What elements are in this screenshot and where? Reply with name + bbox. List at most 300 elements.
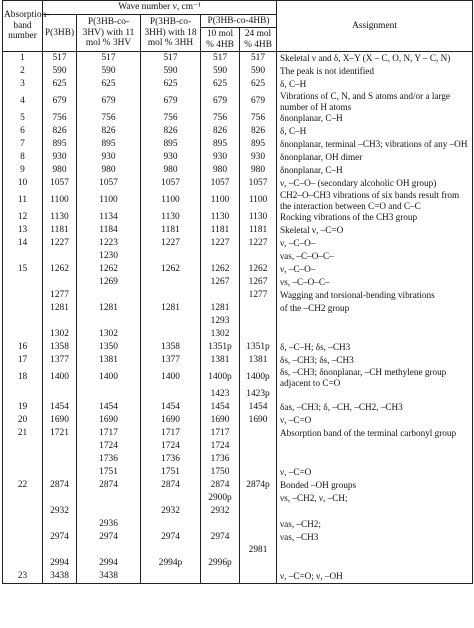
p3hb-3hh-value: 1736 xyxy=(141,453,201,466)
p3hb-value: 1277 xyxy=(43,289,77,302)
p3hb-4hb-10-value xyxy=(201,289,240,302)
p3hb-value: 3438 xyxy=(43,570,77,584)
p3hb-4hb-10-value: 1750 xyxy=(201,466,240,479)
assignment-cell: δs, –CH3; δs, –CH3 xyxy=(277,354,473,367)
p3hb-value: 1057 xyxy=(43,177,77,190)
band-number-cell: 12 xyxy=(3,211,43,224)
assignment-cell: δnonplanar, C–H xyxy=(277,112,473,125)
table-row xyxy=(3,479,473,492)
p3hb-4hb-10-value: 1057 xyxy=(201,177,240,190)
p3hb-4hb-10-value: 1227 xyxy=(201,237,240,250)
p3hb-3hv-value: 2974 xyxy=(77,531,141,544)
band-number-cell: 4 xyxy=(3,91,43,112)
assignment-cell: νs, –CH2, ν, –CH; xyxy=(277,492,473,505)
assignment-cell xyxy=(277,505,473,518)
p3hb-3hv-value: 3438 xyxy=(77,570,141,584)
p3hb-3hv-value: 1184 xyxy=(77,224,141,237)
p3hb-3hh-value: 756 xyxy=(141,112,201,125)
assignment-header: Assignment xyxy=(277,1,473,52)
p3hb-4hb-10-value: 625 xyxy=(201,78,240,91)
table-row xyxy=(3,414,473,427)
p3hb-value: 930 xyxy=(43,151,77,164)
p3hb-3hv-value xyxy=(77,315,141,328)
p3hb-4hb-24-value: 1267 xyxy=(240,276,277,289)
table-row xyxy=(3,401,473,414)
p3hb-value: 590 xyxy=(43,65,77,78)
p3hb-value: 980 xyxy=(43,164,77,177)
p3hb-4hb-10-value: 1130 xyxy=(201,211,240,224)
p3hb-3hv-value: 2874 xyxy=(77,479,141,492)
p3hb-3hh-value: 1057 xyxy=(141,177,201,190)
p3hb-4hb-10-value: 1262 xyxy=(201,263,240,276)
p3hb-4hb-10-value: 2874 xyxy=(201,479,240,492)
p3hb-value: 1281 xyxy=(43,302,77,315)
band-number-cell: 15 xyxy=(3,263,43,276)
p3hb-value: 679 xyxy=(43,91,77,112)
p3hb-3hh-value: 895 xyxy=(141,138,201,151)
band-number-cell: 8 xyxy=(3,151,43,164)
p3hb-value: 1721 xyxy=(43,427,77,440)
assignment-cell: δas, –CH3; δ, –CH, –CH2, –CH3 xyxy=(277,401,473,414)
band-number-cell xyxy=(3,250,43,263)
assignment-cell: δ, –C–H; δs, –CH3 xyxy=(277,341,473,354)
table-row xyxy=(3,164,473,177)
assignment-cell: of the –CH2 group xyxy=(277,302,473,315)
assignment-cell: νas, –C–O–C– xyxy=(277,250,473,263)
p3hb-4hb-24-value xyxy=(240,315,277,328)
assignment-cell: δ, C–H xyxy=(277,125,473,138)
table-row xyxy=(3,302,473,315)
assignment-cell: Bonded –OH groups xyxy=(277,479,473,492)
p3hb-4hb-24-value: 1057 xyxy=(240,177,277,190)
p3hb-3hh-value: 2932 xyxy=(141,505,201,518)
table-row xyxy=(3,276,473,289)
p3hb-value: 1302 xyxy=(43,328,77,341)
p3hb-value: 1100 xyxy=(43,190,77,211)
p3hb-3hv-value: 679 xyxy=(77,91,141,112)
p3hb-value: 1181 xyxy=(43,224,77,237)
p3hb-4hb-10-value: 1302 xyxy=(201,328,240,341)
p3hb-4hb-24-value: 1690 xyxy=(240,414,277,427)
p3hb-3hh-value: 2874 xyxy=(141,479,201,492)
p3hb-3hh-value xyxy=(141,250,201,263)
p3hb-3hh-value xyxy=(141,544,201,557)
p3hb-value: 2994 xyxy=(43,557,77,570)
p3hb-3hh-value: 1100 xyxy=(141,190,201,211)
p3hb-4hb-24-value: 517 xyxy=(240,52,277,66)
p3hb-4hb-10-value xyxy=(201,250,240,263)
band-number-cell: 23 xyxy=(3,570,43,584)
p3hb-4hb-10-value: 826 xyxy=(201,125,240,138)
assignment-cell xyxy=(277,453,473,466)
p3hb-4hb-24-value: 980 xyxy=(240,164,277,177)
p3hb-3hh-value: 1262 xyxy=(141,263,201,276)
band-number-cell xyxy=(3,492,43,505)
assignment-cell: Wagging and torsional-bending vibrations xyxy=(277,289,473,302)
p3hb-4hb-10-value: 1690 xyxy=(201,414,240,427)
band-number-cell xyxy=(3,531,43,544)
p3hb-4hb-24-value: 756 xyxy=(240,112,277,125)
p3hb-4hb-10-value: 1423 xyxy=(201,388,240,401)
band-number-cell xyxy=(3,302,43,315)
p3hb-4hb-24-value: 1381 xyxy=(240,354,277,367)
p3hb-3hv-value: 1690 xyxy=(77,414,141,427)
p3hb-3hh-value: 826 xyxy=(141,125,201,138)
band-number-cell: 19 xyxy=(3,401,43,414)
p3hb-3hv-value xyxy=(77,388,141,401)
table-row xyxy=(3,211,473,224)
p3hb-4hb-10-value: 1736 xyxy=(201,453,240,466)
table-row xyxy=(3,177,473,190)
p3hb-3hv-value xyxy=(77,289,141,302)
table-row xyxy=(3,112,473,125)
assignment-cell: Vibrations of C, N, and S atoms and/or a large number of H atoms xyxy=(277,91,473,112)
table-body xyxy=(3,52,473,584)
band-number-cell: 13 xyxy=(3,224,43,237)
p3hb-3hh-value xyxy=(141,388,201,401)
p3hb-3hh-value xyxy=(141,518,201,531)
p3hb-3hh-value xyxy=(141,328,201,341)
p3hb-3hh-value: 517 xyxy=(141,52,201,66)
p3hb-3hv-header: P(3HB-co-3HV) with 11 mol % 3HV xyxy=(77,14,141,52)
assignment-cell xyxy=(277,328,473,341)
p3hb-4hb-24-value xyxy=(240,453,277,466)
assignment-cell: Rocking vibrations of the CH3 group xyxy=(277,211,473,224)
p3hb-3hv-value: 1134 xyxy=(77,211,141,224)
p3hb-value: 1130 xyxy=(43,211,77,224)
band-number-cell: 16 xyxy=(3,341,43,354)
p3hb-value: 625 xyxy=(43,78,77,91)
assignment-cell xyxy=(277,315,473,328)
p3hb-4hb-10-value: 679 xyxy=(201,91,240,112)
p3hb-value: 1262 xyxy=(43,263,77,276)
p3hb-4hb-10-value: 1181 xyxy=(201,224,240,237)
p3hb-value xyxy=(43,492,77,505)
band-number-cell xyxy=(3,466,43,479)
p3hb-4hb-24-value xyxy=(240,440,277,453)
table-row xyxy=(3,492,473,505)
p3hb-3hh-value: 1717 xyxy=(141,427,201,440)
p3hb-4hb-10-value: 2974 xyxy=(201,531,240,544)
p3hb-3hh-value: 1181 xyxy=(141,224,201,237)
p3hb-3hh-value xyxy=(141,276,201,289)
p3hb-3hh-value xyxy=(141,289,201,302)
band-number-cell: 14 xyxy=(3,237,43,250)
p3hb-3hv-value: 1454 xyxy=(77,401,141,414)
assignment-cell xyxy=(277,557,473,570)
p3hb-3hv-value: 1751 xyxy=(77,466,141,479)
assignment-cell xyxy=(277,544,473,557)
assignment-cell: Skeletal ν, –C=O xyxy=(277,224,473,237)
table-row xyxy=(3,466,473,479)
p3hb-4hb-24-value: 679 xyxy=(240,91,277,112)
p3hb-4hb-24-value: 1423p xyxy=(240,388,277,401)
p3hb-3hv-value: 980 xyxy=(77,164,141,177)
p3hb-3hv-value xyxy=(77,505,141,518)
p3hb-value: 1400 xyxy=(43,367,77,388)
p3hb-4hb-10-value: 590 xyxy=(201,65,240,78)
p3hb-3hh-value: 590 xyxy=(141,65,201,78)
p3hb-value: 1454 xyxy=(43,401,77,414)
p3hb-3hh-value: 1454 xyxy=(141,401,201,414)
p3hb-3hv-value xyxy=(77,492,141,505)
table-row xyxy=(3,328,473,341)
p3hb-3hh-value: 980 xyxy=(141,164,201,177)
p3hb-value: 2932 xyxy=(43,505,77,518)
p3hb-4hb-24-value xyxy=(240,557,277,570)
assignment-cell: ν, –C–O– xyxy=(277,263,473,276)
p3hb-value xyxy=(43,250,77,263)
p3hb-3hh-value: 2994p xyxy=(141,557,201,570)
p3hb-value: 2974 xyxy=(43,531,77,544)
p3hb-4hb-24-value: 1130 xyxy=(240,211,277,224)
p3hb-4hb-24-value xyxy=(240,518,277,531)
p3hb-3hh-value: 1751 xyxy=(141,466,201,479)
p3hb-3hv-value xyxy=(77,544,141,557)
table-row xyxy=(3,570,473,584)
p3hb-3hh-value: 1281 xyxy=(141,302,201,315)
assignment-cell: δnonplanar, terminal –CH3; vibrations of any –OH xyxy=(277,138,473,151)
p3hb-4hb-24-value xyxy=(240,250,277,263)
p3hb-4hb-24-value xyxy=(240,302,277,315)
table-row xyxy=(3,190,473,211)
p3hb-value xyxy=(43,315,77,328)
band-number-header: Absorption-band number xyxy=(3,1,43,52)
p3hb-value: 895 xyxy=(43,138,77,151)
p3hb-3hv-value: 826 xyxy=(77,125,141,138)
p3hb-3hh-value xyxy=(141,570,201,584)
wave-number-header: Wave number ν, cm⁻¹ xyxy=(43,1,277,15)
table-row xyxy=(3,505,473,518)
p3hb-value xyxy=(43,453,77,466)
band-number-cell xyxy=(3,388,43,401)
p3hb-header: P(3HB) xyxy=(43,14,77,52)
table-row xyxy=(3,91,473,112)
band-number-cell xyxy=(3,518,43,531)
p3hb-4hb-10-value: 930 xyxy=(201,151,240,164)
table-row xyxy=(3,138,473,151)
assignment-cell: The peak is not identified xyxy=(277,65,473,78)
assignment-cell: ν, –C=O xyxy=(277,414,473,427)
p3hb-4hb-24-value xyxy=(240,570,277,584)
table-row xyxy=(3,518,473,531)
p3hb-3hv-value: 1057 xyxy=(77,177,141,190)
p3hb-4hb-10-value: 1717 xyxy=(201,427,240,440)
p3hb-4hb-10-value: 2900p xyxy=(201,492,240,505)
p3hb-3hh-value: 1227 xyxy=(141,237,201,250)
p3hb-4hb-24-value xyxy=(240,531,277,544)
p3hb-value: 1358 xyxy=(43,341,77,354)
p3hb-3hv-value: 1717 xyxy=(77,427,141,440)
p3hb-4hb-10-value: 1281 xyxy=(201,302,240,315)
p3hb-3hv-value: 1262 xyxy=(77,263,141,276)
band-number-cell: 22 xyxy=(3,479,43,492)
table-row xyxy=(3,341,473,354)
p3hb-3hv-value: 1230 xyxy=(77,250,141,263)
p3hb-4hb-24-value xyxy=(240,328,277,341)
p3hb-4hb-24-value: 2981 xyxy=(240,544,277,557)
table-row xyxy=(3,151,473,164)
band-number-cell xyxy=(3,289,43,302)
assignment-cell: ν, –C=O; ν, –OH xyxy=(277,570,473,584)
p3hb-3hv-value: 1350 xyxy=(77,341,141,354)
p3hb-4hb-24-value: 1227 xyxy=(240,237,277,250)
table-row xyxy=(3,544,473,557)
band-number-cell: 5 xyxy=(3,112,43,125)
p3hb-4hb-24-value: 1100 xyxy=(240,190,277,211)
p3hb-4hb-10-value: 1351p xyxy=(201,341,240,354)
table-row xyxy=(3,289,473,302)
p3hb-value: 826 xyxy=(43,125,77,138)
band-number-cell: 11 xyxy=(3,190,43,211)
p3hb-3hv-value: 1281 xyxy=(77,302,141,315)
p3hb-4hb-10-value: 1267 xyxy=(201,276,240,289)
p3hb-value xyxy=(43,518,77,531)
p3hb-4hb-10-header: 10 mol % 4HB xyxy=(201,28,240,52)
band-number-cell: 3 xyxy=(3,78,43,91)
band-number-cell: 20 xyxy=(3,414,43,427)
p3hb-value xyxy=(43,466,77,479)
assignment-cell: δ, C–H xyxy=(277,78,473,91)
band-number-cell: 7 xyxy=(3,138,43,151)
p3hb-4hb-24-value: 1351p xyxy=(240,341,277,354)
p3hb-3hv-value: 625 xyxy=(77,78,141,91)
p3hb-3hv-value: 930 xyxy=(77,151,141,164)
p3hb-value: 517 xyxy=(43,52,77,66)
p3hb-3hh-value: 679 xyxy=(141,91,201,112)
p3hb-4hb-24-header: 24 mol % 4HB xyxy=(240,28,277,52)
table-row xyxy=(3,557,473,570)
p3hb-4hb-10-value: 756 xyxy=(201,112,240,125)
p3hb-3hh-value xyxy=(141,315,201,328)
p3hb-4hb-24-value: 826 xyxy=(240,125,277,138)
band-number-cell xyxy=(3,505,43,518)
band-number-cell: 1 xyxy=(3,52,43,66)
p3hb-value: 756 xyxy=(43,112,77,125)
band-number-cell xyxy=(3,315,43,328)
band-number-cell xyxy=(3,544,43,557)
p3hb-3hv-value: 1223 xyxy=(77,237,141,250)
p3hb-4hb-24-value: 625 xyxy=(240,78,277,91)
table-row xyxy=(3,388,473,401)
p3hb-3hh-value: 930 xyxy=(141,151,201,164)
band-number-cell: 9 xyxy=(3,164,43,177)
p3hb-3hv-value: 756 xyxy=(77,112,141,125)
p3hb-3hh-value xyxy=(141,492,201,505)
p3hb-value xyxy=(43,544,77,557)
p3hb-3hv-value: 517 xyxy=(77,52,141,66)
p3hb-3hv-value: 1302 xyxy=(77,328,141,341)
band-number-cell xyxy=(3,328,43,341)
p3hb-3hh-value: 625 xyxy=(141,78,201,91)
p3hb-3hv-value: 1381 xyxy=(77,354,141,367)
assignment-cell: Absorption band of the terminal carbonyl group xyxy=(277,427,473,440)
p3hb-4hb-24-value: 2874p xyxy=(240,479,277,492)
p3hb-3hv-value: 895 xyxy=(77,138,141,151)
p3hb-4hb-10-value xyxy=(201,570,240,584)
p3hb-3hh-value: 1358 xyxy=(141,341,201,354)
table-row xyxy=(3,354,473,367)
p3hb-4hb-10-value: 1454 xyxy=(201,401,240,414)
assignment-cell: δnonplanar, OH dimer xyxy=(277,151,473,164)
table-row xyxy=(3,52,473,66)
p3hb-3hv-value: 1400 xyxy=(77,367,141,388)
p3hb-4hb-10-value: 980 xyxy=(201,164,240,177)
assignment-cell: νs, –C–O–C– xyxy=(277,276,473,289)
table-row xyxy=(3,367,473,388)
p3hb-4hb-10-value: 1381 xyxy=(201,354,240,367)
table-row xyxy=(3,65,473,78)
table-row xyxy=(3,263,473,276)
p3hb-4hb-24-value: 1262 xyxy=(240,263,277,276)
p3hb-3hv-value: 1100 xyxy=(77,190,141,211)
table-row xyxy=(3,250,473,263)
table-row xyxy=(3,440,473,453)
band-number-cell xyxy=(3,557,43,570)
p3hb-4hb-24-value: 1181 xyxy=(240,224,277,237)
p3hb-4hb-10-value: 1400p xyxy=(201,367,240,388)
band-number-cell: 17 xyxy=(3,354,43,367)
band-number-cell: 2 xyxy=(3,65,43,78)
band-number-cell xyxy=(3,276,43,289)
p3hb-value xyxy=(43,440,77,453)
p3hb-4hb-24-value: 1454 xyxy=(240,401,277,414)
table-row xyxy=(3,125,473,138)
assignment-cell: νas, –CH2; xyxy=(277,518,473,531)
p3hb-3hh-value: 2974 xyxy=(141,531,201,544)
p3hb-3hv-value: 2936 xyxy=(77,518,141,531)
p3hb-value: 1227 xyxy=(43,237,77,250)
p3hb-4hb-24-value: 590 xyxy=(240,65,277,78)
p3hb-value: 1690 xyxy=(43,414,77,427)
p3hb-3hv-value: 1724 xyxy=(77,440,141,453)
p3hb-value xyxy=(43,388,77,401)
assignment-cell: CH2–O–CH3 vibrations of six bands result from the interaction between C=O and C–C xyxy=(277,190,473,211)
assignment-cell xyxy=(277,388,473,401)
p3hb-3hv-value: 2994 xyxy=(77,557,141,570)
p3hb-3hh-value: 1130 xyxy=(141,211,201,224)
p3hb-value: 2874 xyxy=(43,479,77,492)
ir-spectra-table xyxy=(2,0,473,584)
assignment-cell: νas, –CH3 xyxy=(277,531,473,544)
p3hb-4hb-24-value xyxy=(240,466,277,479)
p3hb-4hb-10-value xyxy=(201,518,240,531)
assignment-cell: δs, –CH3; δnonplanar, –CH methylene group adjacent to C=O xyxy=(277,367,473,388)
p3hb-3hh-value: 1690 xyxy=(141,414,201,427)
p3hb-3hv-value: 1269 xyxy=(77,276,141,289)
p3hb-4hb-10-value xyxy=(201,544,240,557)
table-header xyxy=(3,1,473,52)
p3hb-4hb-24-value xyxy=(240,427,277,440)
p3hb-4hb-24-value: 1400p xyxy=(240,367,277,388)
p3hb-4hb-10-value: 517 xyxy=(201,52,240,66)
p3hb-4hb-10-value: 2932 xyxy=(201,505,240,518)
p3hb-3hh-value: 1377 xyxy=(141,354,201,367)
assignment-cell: Skeletal ν and δ, X–Y (X – C, O, N, Y – C, N) xyxy=(277,52,473,66)
p3hb-3hh-header: P(3HB-co-3HH) with 18 mol % 3HH xyxy=(141,14,201,52)
table-row xyxy=(3,453,473,466)
assignment-cell: ν, –C=O xyxy=(277,466,473,479)
p3hb-value xyxy=(43,276,77,289)
p3hb-4hb-header: P(3HB-co-4HB) xyxy=(201,14,277,28)
assignment-cell: δnonplanar, C–H xyxy=(277,164,473,177)
p3hb-value: 1377 xyxy=(43,354,77,367)
band-number-cell: 18 xyxy=(3,367,43,388)
p3hb-4hb-10-value: 895 xyxy=(201,138,240,151)
p3hb-4hb-24-value xyxy=(240,492,277,505)
p3hb-3hv-value: 1736 xyxy=(77,453,141,466)
p3hb-4hb-10-value: 1100 xyxy=(201,190,240,211)
